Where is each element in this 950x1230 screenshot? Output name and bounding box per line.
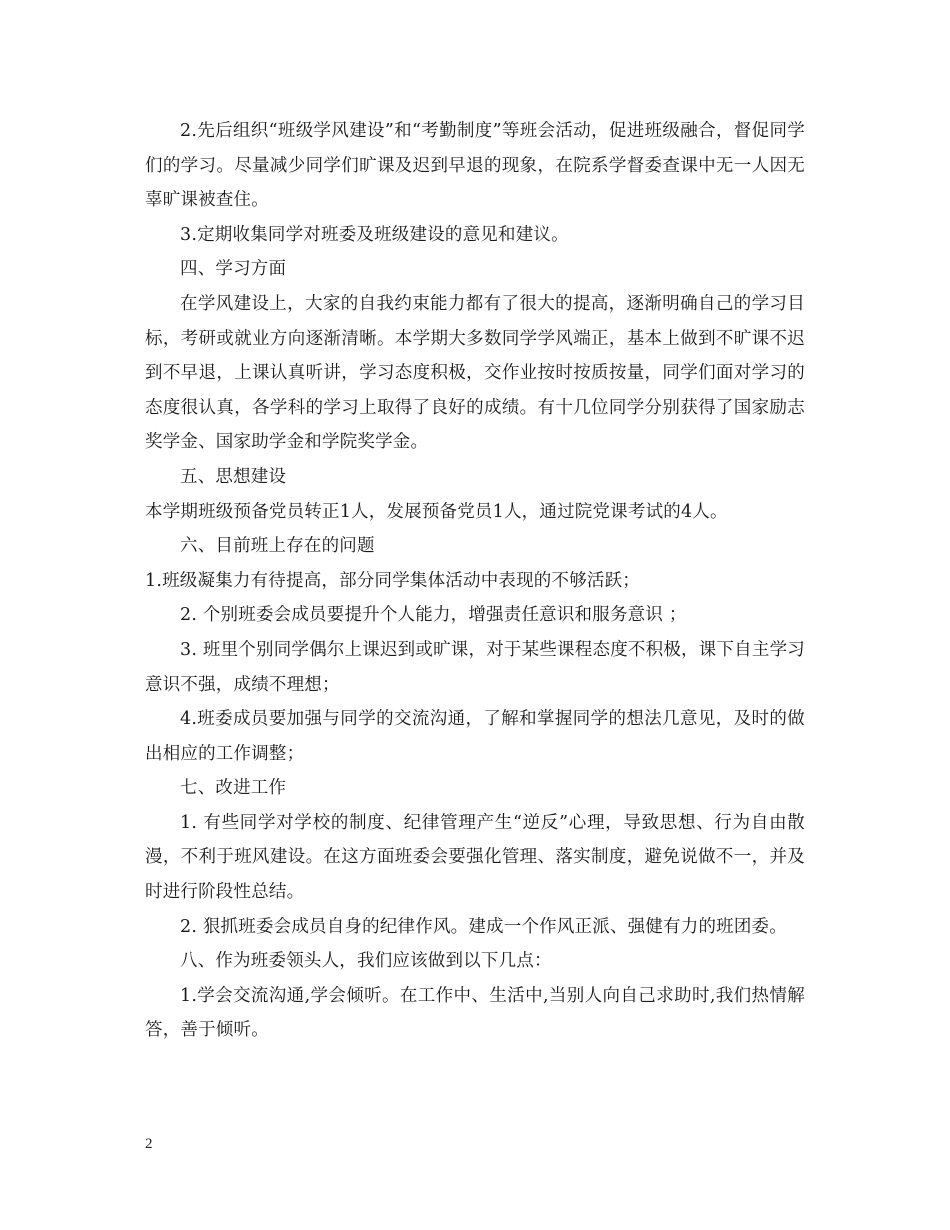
document-body <box>145 114 805 1048</box>
paragraph-party-members: 本学期班级预备党员转正1人，发展预备党员1人，通过院党课考试的4人。 <box>145 501 728 522</box>
paragraph-collect-opinions: 3.定期收集同学对班委及班级建设的意见和建议。 <box>180 224 569 245</box>
heading-study: 四、学习方面 <box>180 259 287 280</box>
page-number: 2 <box>145 1136 153 1152</box>
paragraph-study-style: 在学风建设上，大家的自我约束能力都有了很大的提高，逐渐明确自己的学习目标，考研或就业方向逐渐清晰。本学期大多数同学学风端正，基本上做到不旷课不迟到不早退，上课认真听讲，学习态度积极，交作业按时按质按量，同学们面对学习的态度很认真，各学科的学习上取得了良好的成绩。有十几位同学分别获得了国家励志奖学金、国家助学金和学院奖学金。 <box>145 293 805 453</box>
improvement-item-1: 1. 有些同学对学校的制度、纪律管理产生“逆反”心理，导致思想、行为自由散漫，不利于班风建设。在这方面班委会要强化管理、落实制度，避免说做不一，并及时进行阶段性总结。 <box>145 812 805 903</box>
problem-item-4: 4.班委成员要加强与同学的交流沟通，了解和掌握同学的想法几意见，及时的做出相应的工作调整； <box>145 709 805 764</box>
paragraph-class-activities: 2.先后组织“班级学风建设”和“考勤制度”等班会活动，促进班级融合，督促同学们的学习。尽量减少同学们旷课及迟到早退的现象，在院系学督委查课中无一人因无辜旷课被查住。 <box>145 121 805 211</box>
heading-improvements: 七、改进工作 <box>180 778 287 799</box>
leader-duty-item-1: 1.学会交流沟通,学会倾听。在工作中、生活中,当别人向自己求助时,我们热情解答，善于倾听。 <box>145 985 805 1041</box>
heading-ideology: 五、思想建设 <box>180 466 287 487</box>
heading-leader-duties: 八、作为班委领头人，我们应该做到以下几点： <box>180 951 552 972</box>
problem-item-3: 3. 班里个别同学偶尔上课迟到或旷课，对于某些课程态度不积极，课下自主学习意识不强，成绩不理想； <box>145 639 805 695</box>
heading-problems: 六、目前班上存在的问题 <box>180 536 375 557</box>
problem-item-1: 1.班级凝集力有待提高，部分同学集体活动中表现的不够活跃； <box>145 570 640 591</box>
improvement-item-2: 2. 狠抓班委会成员自身的纪律作风。建成一个作风正派、强健有力的班团委。 <box>180 916 787 937</box>
problem-item-2: 2. 个别班委会成员要提升个人能力，增强责任意识和服务意识 ； <box>180 605 687 626</box>
